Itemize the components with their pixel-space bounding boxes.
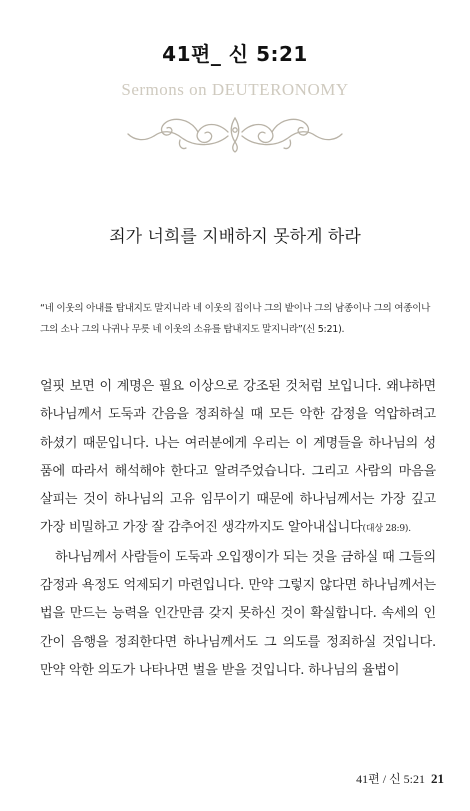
- sermon-body: [40, 373, 436, 685]
- flourish-ornament-icon: [120, 110, 350, 156]
- scripture-quote: “네 이웃의 아내를 탐내지도 말지니라 네 이웃의 집이나 그의 밭이나 그의 남종이나 그의 여종이나 그의 소나 그의 나귀나 무릇 네 이웃의 소유를 탐내지도 말지니라”(신 5:21).: [40, 303, 431, 335]
- page-footer: [356, 770, 444, 787]
- sermon-heading: 죄가 너희를 지배하지 못하게 하라: [109, 227, 361, 247]
- running-title: 41편 / 신 5:21: [356, 772, 425, 786]
- paragraph: [40, 373, 436, 544]
- page-number: 21: [431, 771, 444, 786]
- chapter-title: 41편_ 신 5:21: [162, 42, 308, 66]
- series-title: Sermons on DEUTERONOMY: [121, 80, 349, 99]
- scripture-reference: (대상 28:9).: [362, 524, 411, 535]
- paragraph-text: 얼핏 보면 이 계명은 필요 이상으로 강조된 것처럼 보입니다. 왜냐하면 하나님께서 도둑과 간음을 정죄하실 때 모든 악한 감정을 억압하려고 하셨기 때문입니다. 나는 여러분에게 우리는 이 계명들을 하나님의 성품에 따라서 해석해야 한다고 알려주었습니다. 그리고 사람의 마음을 살피는 것이 하나님의 고유 임무이기 때문에 하나님께서는 가장 깊고 가장 비밀하고 가장 잘 감추어진 생각까지도 알아내십니다: [40, 379, 436, 536]
- paragraph: 하나님께서 사람들이 도둑과 오입쟁이가 되는 것을 금하실 때 그들의 감정과 욕정도 억제되기 마련입니다. 만약 그렇지 않다면 하나님께서는 법을 만드는 능력을 인간만큼 갖지 못하신 것이 확실합니다. 속세의 인간이 음행을 정죄한다면 하나님께서도 그 의도를 정죄하실 것입니다. 만약 악한 의도가 나타나면 벌을 받을 것입니다. 하나님의 율법이: [40, 549, 436, 678]
